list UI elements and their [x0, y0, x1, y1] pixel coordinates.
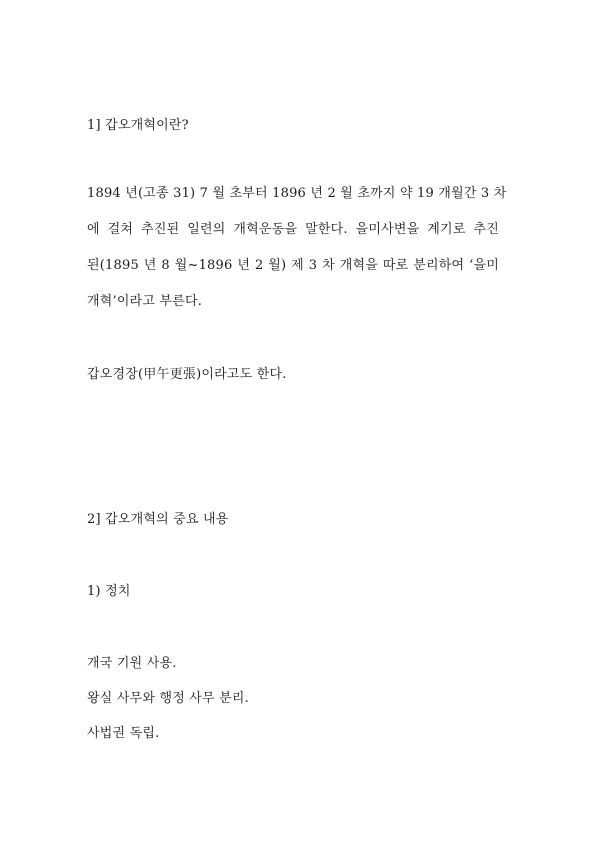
intro-line-3: 된(1895 년 8 월~1896 년 2 월) 제 3 차 개혁을 따로 분리하여 ‘을미 [87, 258, 499, 273]
section-1-heading: 1] 갑오개혁이란? [87, 118, 189, 133]
intro-line-2: 에 걸쳐 추진된 일련의 개혁운동을 말한다. 을미사변을 계기로 추진 [87, 222, 499, 237]
alias-line: 갑오경장(甲午更張)이라고도 한다. [87, 367, 287, 382]
subsection-politics-heading: 1) 정치 [87, 584, 131, 599]
section-2-heading: 2] 갑오개혁의 중요 내용 [87, 512, 229, 527]
politics-item-2: 왕실 사무와 행정 사무 분리. [87, 691, 249, 706]
intro-line-1: 1894 년(고종 31) 7 월 초부터 1896 년 2 월 초까지 약 19 개월간 3 차 [87, 186, 507, 201]
politics-item-3: 사법권 독립. [87, 726, 160, 741]
intro-line-4: 개혁’이라고 부른다. [87, 294, 203, 309]
politics-item-1: 개국 기원 사용. [87, 656, 177, 671]
